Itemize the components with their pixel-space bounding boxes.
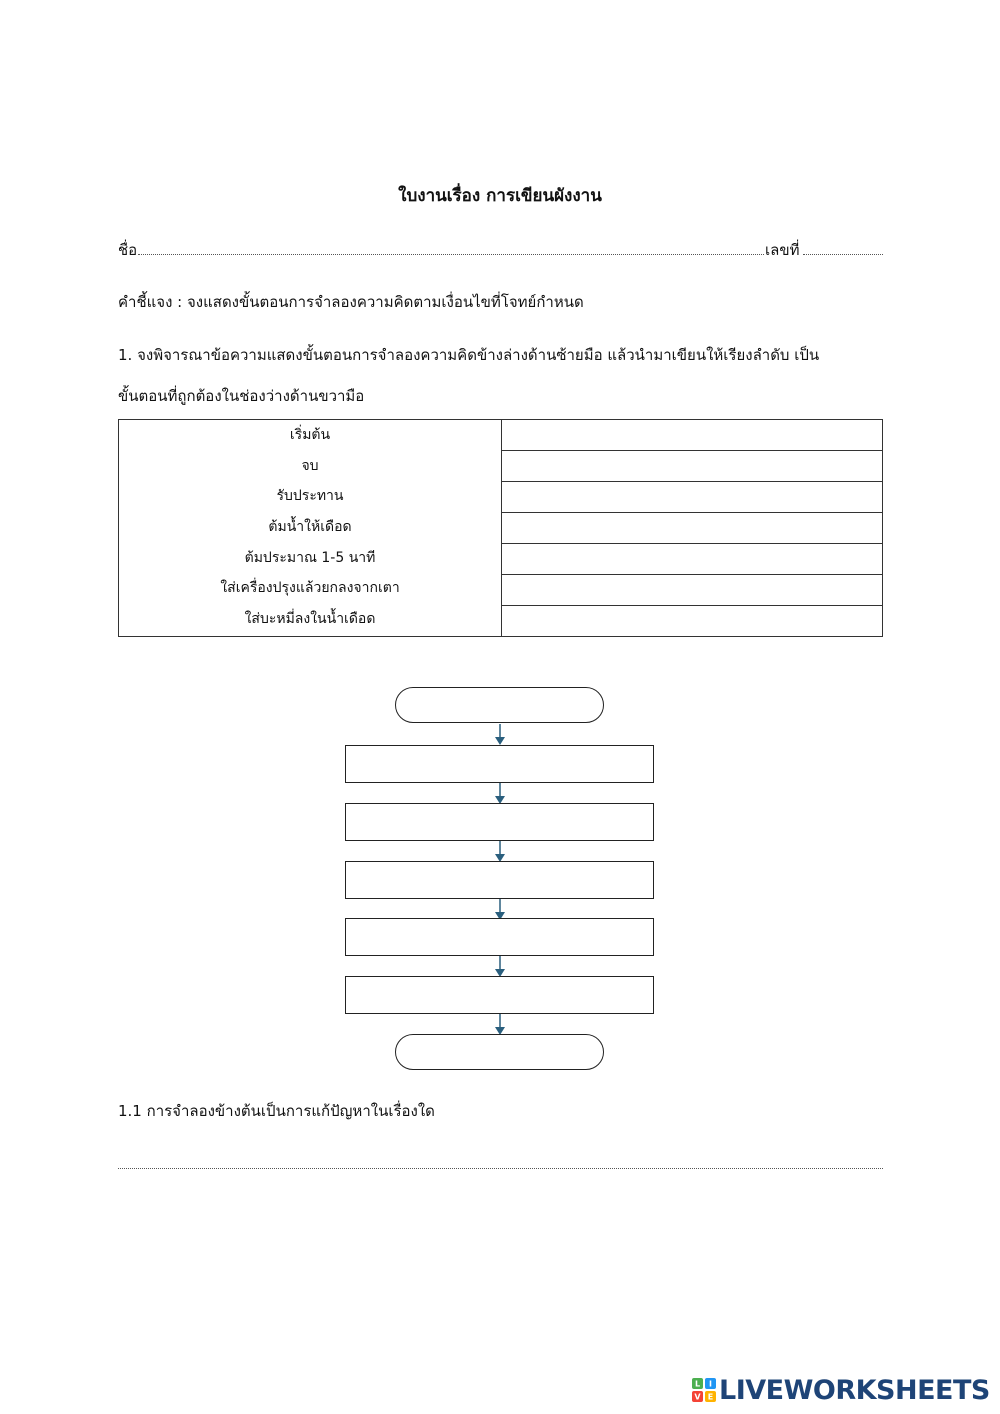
step-item: เริ่มต้น xyxy=(289,427,331,443)
liveworksheets-badge-icon xyxy=(692,1378,716,1402)
answer-cell xyxy=(502,575,883,606)
flowchart-arrow xyxy=(494,956,506,978)
question-1-line-2: ขั้นตอนที่ถูกต้องในช่องว่างด้านขวามือ xyxy=(118,387,365,405)
step-item: ต้มประมาณ 1-5 นาที xyxy=(244,549,376,566)
number-input[interactable] xyxy=(804,236,882,256)
answer-input-7[interactable] xyxy=(502,606,882,636)
steps-list xyxy=(119,420,502,637)
flowchart-arrow xyxy=(494,783,506,805)
instruction-text: คำชี้แจง : จงแสดงขั้นตอนการจำลองความคิดตามเงื่อนไขที่โจทย์กำหนด xyxy=(118,293,584,311)
question-1-1-answer-input[interactable] xyxy=(120,1146,880,1168)
logo-text: LIVEWORKSHEETS xyxy=(719,1374,990,1406)
flowchart-process-input-2[interactable] xyxy=(346,804,657,842)
number-label: เลขที่ xyxy=(765,241,800,259)
question-1-line-1: 1. จงพิจารณาข้อความแสดงขั้นตอนการจำลองความคิดข้างล่างด้านซ้ายมือ แล้วนำมาเขียนให้เรียงลำดับ เป็น xyxy=(118,346,820,364)
answer-cell xyxy=(502,544,883,575)
step-item: ใส่บะหมี่ลงในน้ำเดือด xyxy=(244,611,376,628)
flowchart-start-input[interactable] xyxy=(396,688,607,724)
flowchart-process-input-4[interactable] xyxy=(346,919,657,957)
step-item: รับประทาน xyxy=(276,488,344,505)
flowchart-arrow xyxy=(494,724,506,746)
flowchart-process-box xyxy=(345,803,654,841)
answer-input-3[interactable] xyxy=(502,482,882,512)
answer-cell xyxy=(502,513,883,544)
flowchart-process-box xyxy=(345,861,654,899)
flowchart-process-input-5[interactable] xyxy=(346,977,657,1015)
flowchart-process-input-3[interactable] xyxy=(346,862,657,900)
flowchart-process-box xyxy=(345,745,654,783)
step-item: ใส่เครื่องปรุงแล้วยกลงจากเตา xyxy=(220,580,400,597)
name-label: ชื่อ xyxy=(118,241,138,259)
answer-input-6[interactable] xyxy=(502,575,882,605)
answer-input-1[interactable] xyxy=(502,420,882,450)
badge-letter-v: V xyxy=(694,1392,701,1402)
badge-letter-l: L xyxy=(694,1379,701,1389)
flowchart-process-box xyxy=(345,918,654,956)
answer-cell xyxy=(502,482,883,513)
badge-letter-e: E xyxy=(707,1392,714,1402)
badge-letter-i: I xyxy=(709,1379,712,1389)
flowchart-arrow xyxy=(494,841,506,863)
page-title: ใบงานเรื่อง การเขียนผังงาน xyxy=(398,186,602,206)
question-1-1-text: 1.1 การจำลองข้างต้นเป็นการแก้ปัญหาในเรื่องใด xyxy=(118,1102,435,1120)
steps-table xyxy=(118,419,883,637)
answer-input-4[interactable] xyxy=(502,513,882,543)
flowchart-start-terminal xyxy=(395,687,604,723)
answer-input-2[interactable] xyxy=(502,451,882,481)
answer-cell xyxy=(502,606,883,637)
flowchart-end-input[interactable] xyxy=(396,1035,607,1071)
flowchart-end-terminal xyxy=(395,1034,604,1070)
flowchart-arrow xyxy=(494,1014,506,1036)
liveworksheets-logo xyxy=(692,1374,992,1406)
answer-cell xyxy=(502,451,883,482)
name-input[interactable] xyxy=(140,236,760,256)
answer-input-5[interactable] xyxy=(502,544,882,574)
step-item: จบ xyxy=(301,457,319,474)
flowchart-process-input-1[interactable] xyxy=(346,746,657,784)
answer-cell xyxy=(502,420,883,451)
step-item: ต้มน้ำให้เดือด xyxy=(268,519,352,536)
flowchart-process-box xyxy=(345,976,654,1014)
